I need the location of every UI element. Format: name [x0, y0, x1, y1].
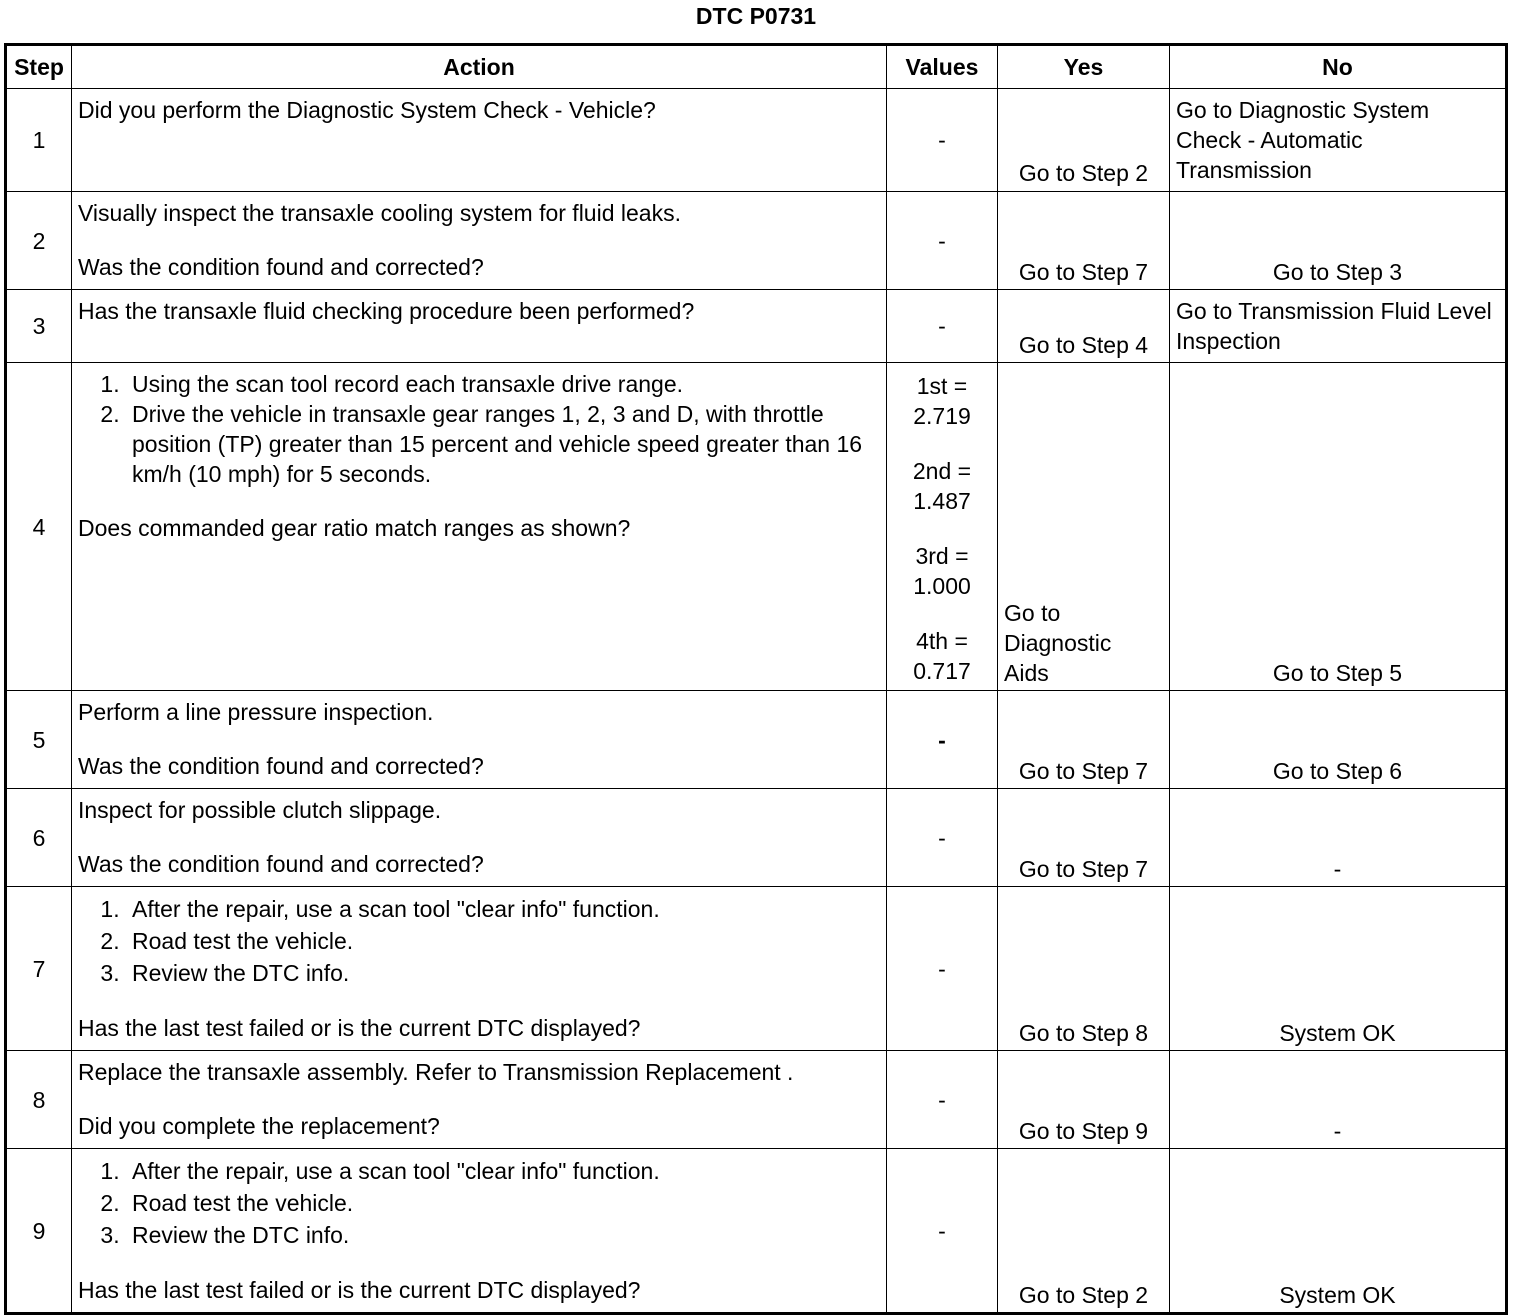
header-no: No [1170, 45, 1507, 89]
action-question: Has the last test failed or is the current DTC displayed? [78, 1015, 641, 1041]
no-text: Go to Step 5 [1272, 660, 1403, 686]
yes-cell [998, 89, 1170, 192]
yes-text: Go to Step 7 [1018, 758, 1149, 784]
yes-text: Go to Diagnostic Aids [1004, 600, 1112, 686]
step-number: 2 [6, 192, 72, 290]
table-row [6, 89, 1507, 192]
table-row [6, 1149, 1507, 1314]
gear-label: 3rd = [915, 543, 969, 569]
list-item: 2. Road test the vehicle. [126, 1187, 880, 1219]
no-cell [1170, 789, 1507, 887]
values-cell: - [887, 1051, 998, 1149]
no-text: - [1333, 1118, 1342, 1144]
action-text: Did you perform the Diagnostic System Check - Vehicle? [78, 97, 656, 123]
no-cell [1170, 192, 1507, 290]
yes-cell [998, 789, 1170, 887]
yes-text: Go to Step 7 [1018, 856, 1149, 882]
action-text: Has the transaxle fluid checking procedure been performed? [78, 298, 695, 324]
no-text: System OK [1279, 1282, 1396, 1308]
gear-label: 2nd = [912, 458, 972, 484]
action-text: Visually inspect the transaxle cooling system for fluid leaks. [78, 200, 681, 226]
action-question: Was the condition found and corrected? [78, 851, 484, 877]
action-list [78, 893, 880, 989]
step-number: 5 [6, 691, 72, 789]
table-row [6, 691, 1507, 789]
step-number: 8 [6, 1051, 72, 1149]
no-text: Go to Step 3 [1272, 259, 1403, 285]
gear-ratio: 2.719 [913, 403, 971, 429]
action-question: Does commanded gear ratio match ranges as shown? [78, 515, 631, 541]
action-text: Inspect for possible clutch slippage. [78, 797, 442, 823]
diagnostic-table [4, 43, 1508, 1315]
action-question: Did you complete the replacement? [78, 1113, 440, 1139]
values-cell: - [887, 89, 998, 192]
yes-cell [998, 290, 1170, 363]
document-title: DTC P0731 [695, 3, 817, 29]
no-cell [1170, 1051, 1507, 1149]
yes-cell [998, 691, 1170, 789]
values-cell [887, 363, 998, 691]
no-text: Go to Transmission Fluid Level Inspection [1176, 298, 1492, 354]
gear-ratio: 0.717 [913, 658, 971, 684]
values-cell: - [887, 887, 998, 1051]
gear-label: 1st = [916, 373, 968, 399]
table-row [6, 290, 1507, 363]
no-cell [1170, 290, 1507, 363]
yes-text: Go to Step 8 [1018, 1020, 1149, 1046]
no-text: Go to Diagnostic System Check - Automatic Transmission [1176, 97, 1430, 183]
action-question: Was the condition found and corrected? [78, 753, 484, 779]
action-cell [72, 363, 887, 691]
yes-text: Go to Step 2 [1018, 1282, 1149, 1308]
action-cell [72, 89, 887, 192]
action-cell [72, 1051, 887, 1149]
yes-text: Go to Step 7 [1018, 259, 1149, 285]
yes-cell [998, 192, 1170, 290]
action-question: Was the condition found and corrected? [78, 254, 484, 280]
action-cell [72, 789, 887, 887]
yes-cell [998, 1149, 1170, 1314]
action-cell [72, 290, 887, 363]
table-row [6, 363, 1507, 691]
action-cell [72, 691, 887, 789]
table-row [6, 1051, 1507, 1149]
list-item: 3. Review the DTC info. [126, 957, 880, 989]
action-cell [72, 1149, 887, 1314]
action-cell [72, 887, 887, 1051]
header-yes: Yes [998, 45, 1170, 89]
yes-text: Go to Step 4 [1018, 332, 1149, 358]
header-step: Step [6, 45, 72, 89]
no-text: - [1333, 856, 1342, 882]
step-number: 4 [6, 363, 72, 691]
values-cell: - [887, 192, 998, 290]
yes-text: Go to Step 2 [1018, 160, 1149, 186]
no-cell [1170, 89, 1507, 192]
values-cell: - [887, 789, 998, 887]
no-cell [1170, 691, 1507, 789]
no-cell [1170, 363, 1507, 691]
no-cell [1170, 887, 1507, 1051]
gear-label: 4th = [916, 628, 968, 654]
action-text: Replace the transaxle assembly. Refer to Transmission Replacement . [78, 1059, 794, 1085]
list-item: 2. Drive the vehicle in transaxle gear ranges 1, 2, 3 and D, with throttle position (TP) greater than 15 percent and vehicle speed greater than 16 km/h (10 mph) for 5 seconds. [126, 399, 880, 489]
list-item: 1. After the repair, use a scan tool "clear info" function. [126, 1155, 880, 1187]
step-number: 7 [6, 887, 72, 1051]
values-cell: - [887, 290, 998, 363]
table-row [6, 789, 1507, 887]
action-list [78, 1155, 880, 1251]
list-item: 3. Review the DTC info. [126, 1219, 880, 1251]
step-number: 9 [6, 1149, 72, 1314]
no-cell [1170, 1149, 1507, 1314]
action-question: Has the last test failed or is the current DTC displayed? [78, 1277, 641, 1303]
list-item: 2. Road test the vehicle. [126, 925, 880, 957]
action-text: Perform a line pressure inspection. [78, 699, 434, 725]
yes-text: Go to Step 9 [1018, 1118, 1149, 1144]
header-values: Values [887, 45, 998, 89]
yes-cell [998, 887, 1170, 1051]
gear-ratio: 1.487 [913, 488, 971, 514]
yes-cell [998, 363, 1170, 691]
table-row [6, 192, 1507, 290]
no-text: System OK [1279, 1020, 1396, 1046]
gear-ratio: 1.000 [913, 573, 971, 599]
yes-cell [998, 1051, 1170, 1149]
action-cell [72, 192, 887, 290]
step-number: 3 [6, 290, 72, 363]
step-number: 6 [6, 789, 72, 887]
action-list [78, 369, 880, 489]
header-action: Action [72, 45, 887, 89]
list-item: 1. Using the scan tool record each transaxle drive range. [126, 369, 880, 399]
values-cell: - [887, 691, 998, 789]
values-cell: - [887, 1149, 998, 1314]
table-row [6, 887, 1507, 1051]
step-number: 1 [6, 89, 72, 192]
list-item: 1. After the repair, use a scan tool "clear info" function. [126, 893, 880, 925]
header-row [6, 45, 1507, 89]
no-text: Go to Step 6 [1272, 758, 1403, 784]
